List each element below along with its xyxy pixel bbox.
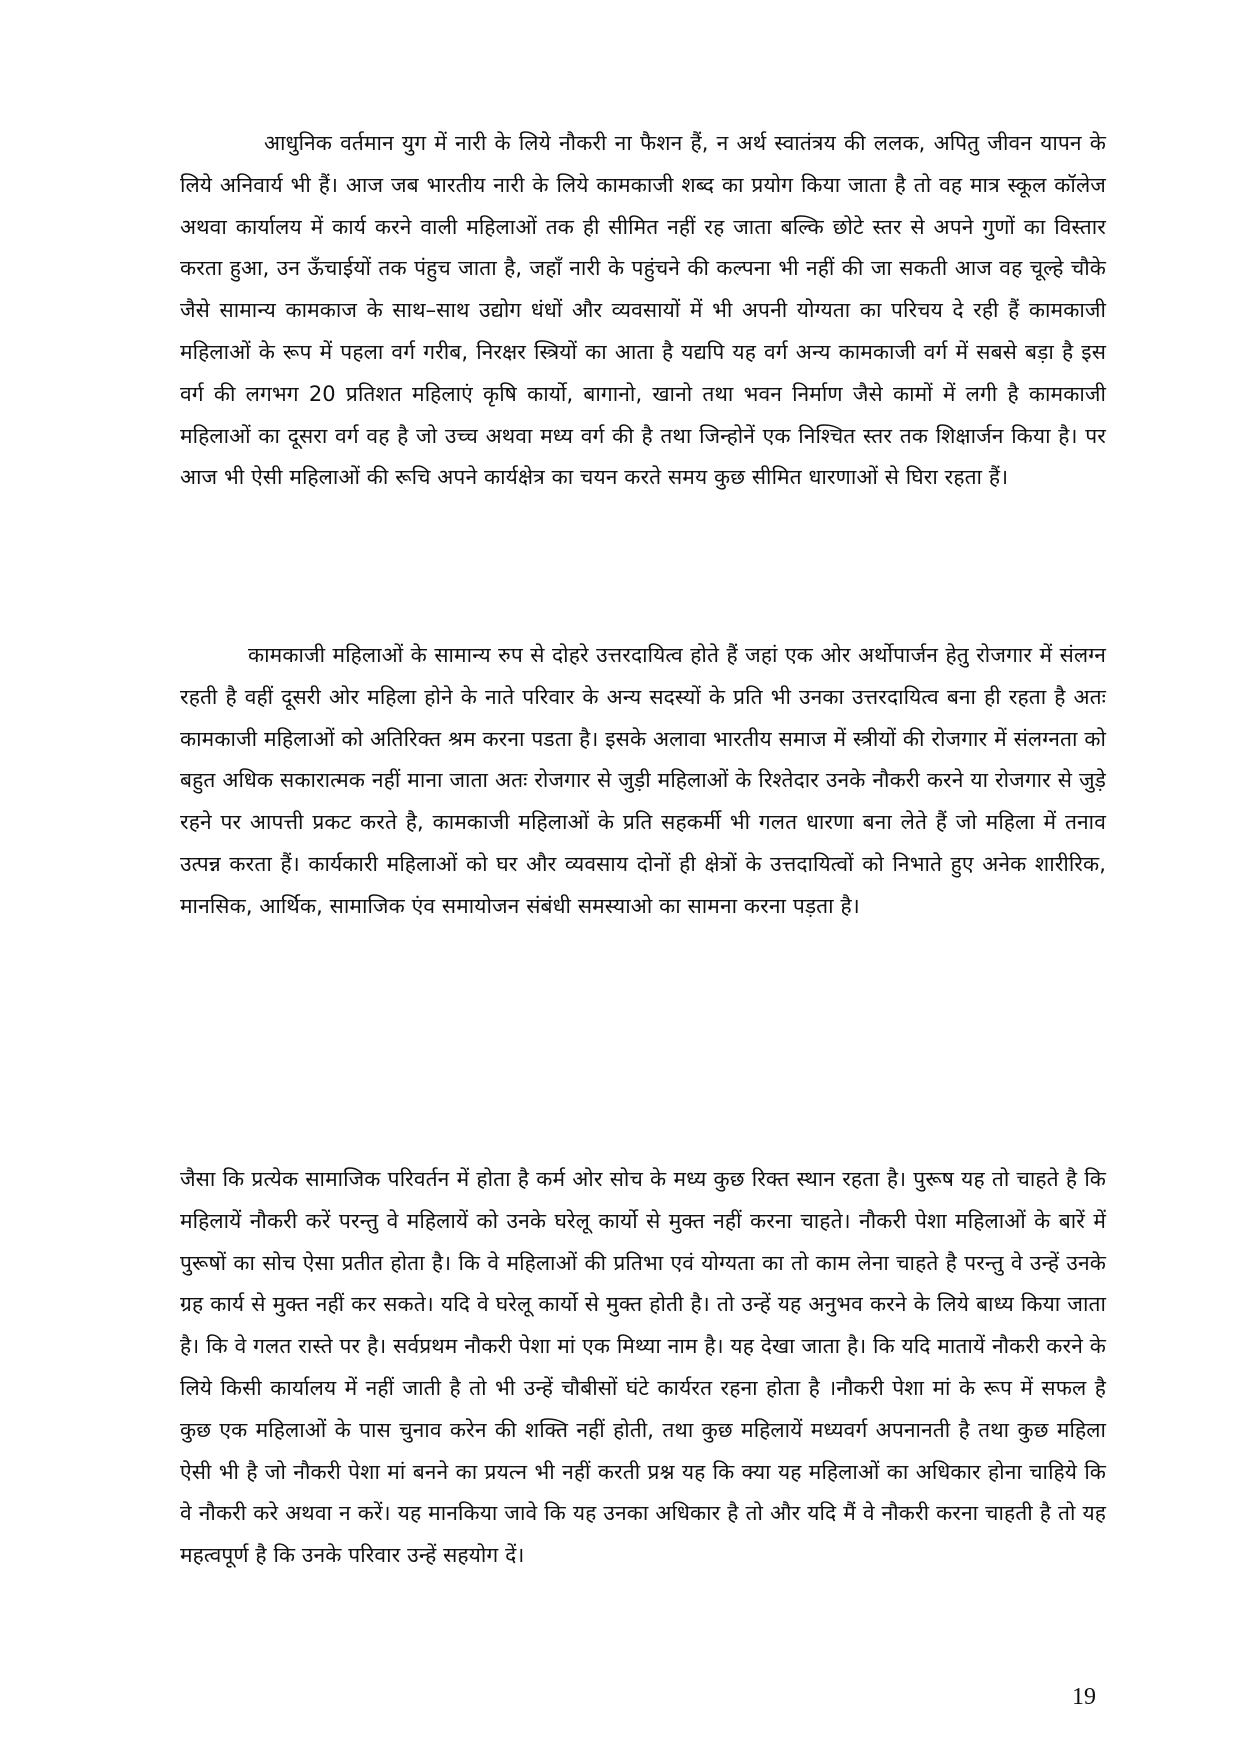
page-number: 19 — [1072, 1684, 1096, 1710]
paragraph-1: आधुनिक वर्तमान युग में नारी के लिये नौकरी ना फैशन हैं, न अर्थ स्वातंत्रय की ललक, अपितु जीवन यापन के लिये अनिवार्य भी हैं। आज जब भारतीय नारी के लिये कामकाजी शब्द का प्रयोग किया जाता है तो वह मात्र स्कूल कॉलेज अथवा कार्यालय में कार्य करने वाली महिलाओं तक ही सीमित नहीं रह जाता बल्कि छोटे स्तर से अपने गुणों का विस्तार करता हुआ, उन ऊँचाईयों तक पंहुच जाता है, जहॉं नारी के पहुंचने की कल्पना भी नहीं की जा सकती आज वह चूल्हे चौके जैसे सामान्य कामकाज के साथ–साथ उद्योग धंधों और व्यवसायों में भी अपनी योग्यता का परिचय दे रही हैं कामकाजी महिलाओं के रूप में पहला वर्ग गरीब, निरक्षर स्त्रियों का आता है यद्यपि यह वर्ग अन्य कामकाजी वर्ग में सबसे बड़ा है इस वर्ग की लगभग 20 प्रतिशत महिलाएं कृषि कार्यो, बागानो, खानो तथा भवन निर्माण जैसे कामों में लगी है कामकाजी महिलाओं का दूसरा वर्ग वह है जो उच्च अथवा मध्य वर्ग की है तथा जिन्होनें एक निश्चित स्तर तक शिक्षार्जन किया है। पर आज भी ऐसी महिलाओं की रूचि अपने कार्यक्षेत्र का चयन करते समय कुछ सीमित धारणाओं से घिरा रहता हैं। — [180, 131, 1106, 490]
paragraph-2: कामकाजी महिलाओं के सामान्य रुप से दोहरे उत्तरदायित्व होते हैं जहां एक ओर अर्थोपार्जन हेतु रोजगार में संलग्न रहती है वहीं दूसरी ओर महिला होने के नाते परिवार के अन्य सदस्यों के प्रति भी उनका उत्तरदायित्व बना ही रहता है अतः कामकाजी महिलाओं को अतिरिक्त श्रम करना पडता है। इसके अलावा भारतीय समाज में स्त्रीयों की रोजगार में संलग्नता को बहुत अधिक सकारात्मक नहीं माना जाता अतः रोजगार से जुड़ी महिलाओं के रिश्तेदार उनके नौकरी करने या रोजगार से जुड़े रहने पर आपत्ती प्रकट करते है, कामकाजी महिलाओं के प्रति सहकर्मी भी गलत धारणा बना लेते हैं जो महिला में तनाव उत्पन्न करता हैं। कार्यकारी महिलाओं को घर और व्यवसाय दोनों ही क्षेत्रों के उत्तदायित्वों को निभाते हुए अनेक शारीरिक, मानसिक, आर्थिक, सामाजिक एंव समायोजन संबंधी समस्याओ का सामना करना पड़ता है। — [180, 643, 1106, 918]
paragraph-3: जैसा कि प्रत्येक सामाजिक परिवर्तन में होता है कर्म ओर सोच के मध्य कुछ रिक्त स्थान रहता है। पुरूष यह तो चाहते है कि महिलायें नौकरी करें परन्तु वे महिलायें को उनके घरेलू कार्यो से मुक्त नहीं करना चाहते। नौकरी पेशा महिलाओं के बारें में पुरूषों का सोच ऐसा प्रतीत होता है। कि वे महिलाओं की प्रतिभा एवं योग्यता का तो काम लेना चाहते है परन्तु वे उन्हें उनके ग्रह कार्य से मुक्त नहीं कर सकते। यदि वे घरेलू कार्यो से मुक्त होती है। तो उन्हें यह अनुभव करने के लिये बाध्य किया जाता है। कि वे गलत रास्ते पर है। सर्वप्रथम नौकरी पेशा मां एक मिथ्या नाम है। यह देखा जाता है। कि यदि मातायें नौकरी करने के लिये किसी कार्यालय में नहीं जाती है तो भी उन्हें चौबीसों घंटे कार्यरत रहना होता है ।नौकरी पेशा मां के रूप में सफल है कुछ एक महिलाओं के पास चुनाव करेन की शक्ति नहीं होती, तथा कुछ महिलायें मध्यवर्ग अपनानती है तथा कुछ महिला ऐसी भी है जो नौकरी पेशा मां बनने का प्रयत्न भी नहीं करती प्रश्न यह कि क्या यह महिलाओं का अधिकार होना चाहिये कि वे नौकरी करे अथवा न करें। यह मानकिया जावे कि यह उनका अधिकार है तो और यदि मैं वे नौकरी करना चाहती है तो यह महत्वपूर्ण है कि उनके परिवार उन्हें सहयोग दें। — [180, 1167, 1106, 1568]
